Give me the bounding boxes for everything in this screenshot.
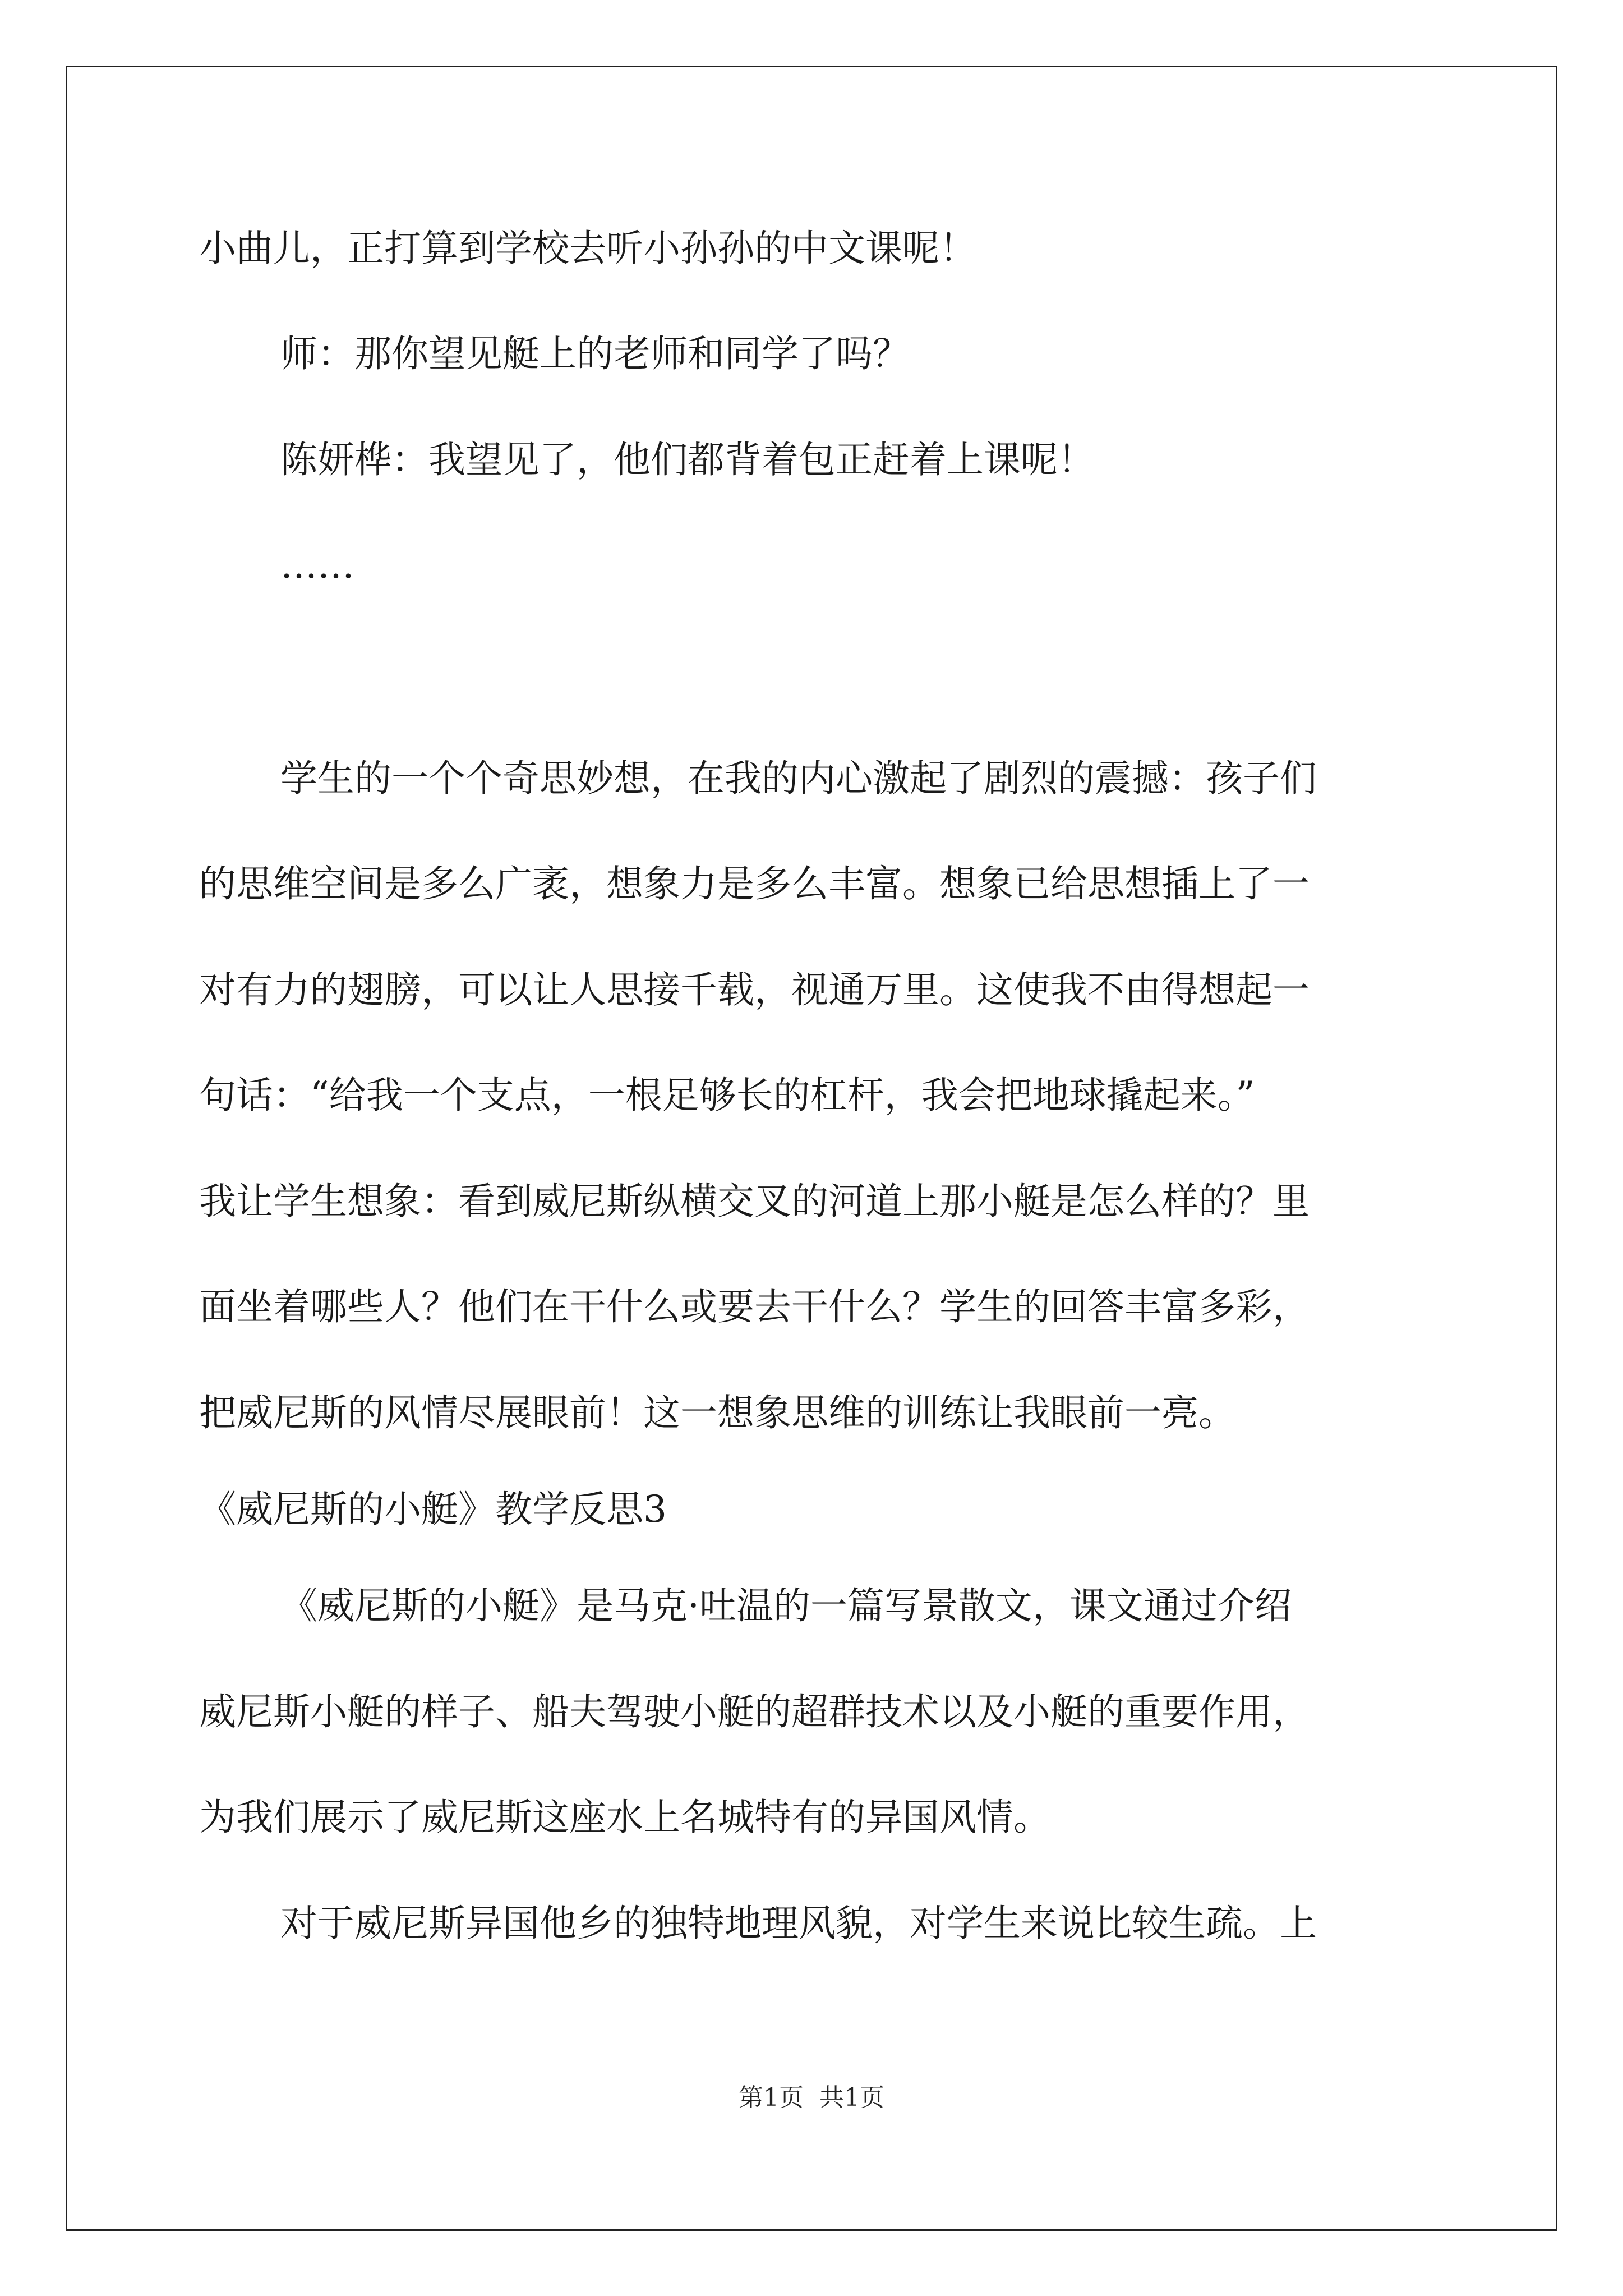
text-line: 的思维空间是多么广袤，想象力是多么丰富。想象已给思想插上了一 bbox=[199, 862, 1310, 905]
text-line: …… bbox=[280, 544, 354, 587]
section-title: 《威尼斯的小艇》教学反思3 bbox=[199, 1488, 667, 1531]
text-line: 对于威尼斯异国他乡的独特地理风貌，对学生来说比较生疏。上 bbox=[280, 1902, 1317, 1945]
text-line: 为我们展示了威尼斯这座水上名城特有的异国风情。 bbox=[199, 1796, 1050, 1839]
text-line: 把威尼斯的风情尽展眼前！这一想象思维的训练让我眼前一亮。 bbox=[199, 1391, 1235, 1434]
text-line: 威尼斯小艇的样子、船夫驾驶小艇的超群技术以及小艇的重要作用， bbox=[199, 1690, 1310, 1733]
text-line: 对有力的翅膀，可以让人思接千载，视通万里。这使我不由得想起一 bbox=[199, 968, 1310, 1011]
text-line: 小曲儿，正打算到学校去听小孙孙的中文课呢！ bbox=[199, 227, 976, 270]
page-number: 第1页 共1页 bbox=[739, 2083, 884, 2112]
text-line: 学生的一个个奇思妙想，在我的内心激起了剧烈的震撼：孩子们 bbox=[280, 757, 1317, 800]
text-line: 我让学生想象：看到威尼斯纵横交叉的河道上那小艇是怎么样的？里 bbox=[199, 1180, 1310, 1223]
text-line: 面坐着哪些人？他们在干什么或要去干什么？学生的回答丰富多彩， bbox=[199, 1285, 1310, 1328]
text-line: 陈妍桦：我望见了，他们都背着包正赶着上课呢！ bbox=[280, 438, 1095, 481]
text-line: 《威尼斯的小艇》是马克·吐温的一篇写景散文，课文通过介绍 bbox=[280, 1584, 1292, 1627]
text-line: 师：那你望见艇上的老师和同学了吗？ bbox=[280, 332, 910, 375]
text-line: 句话：“给我一个支点，一根足够长的杠杆，我会把地球撬起来。” bbox=[199, 1074, 1255, 1117]
